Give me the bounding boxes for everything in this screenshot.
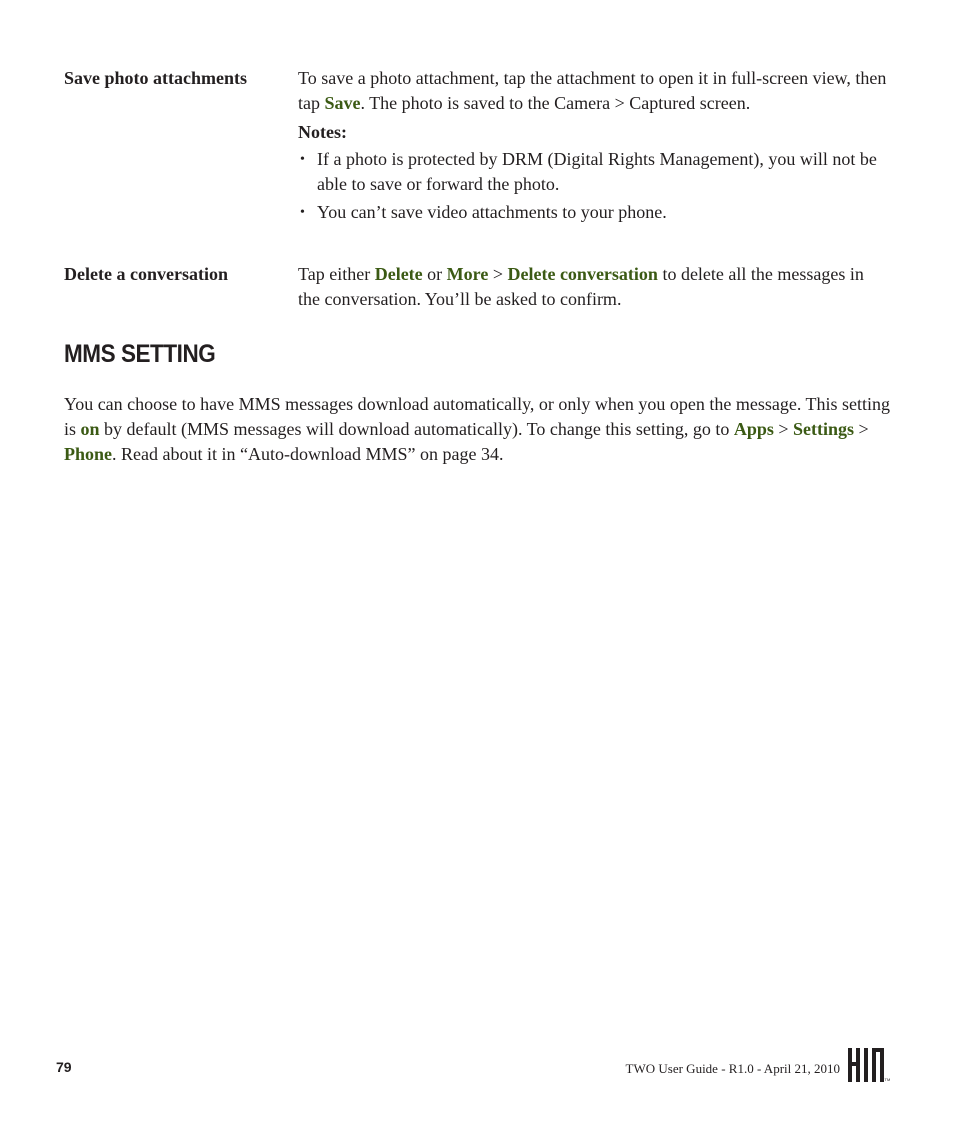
description-delete-conversation: Tap either Delete or More > Delete conversation to delete all the messages in the conversation. You’ll be asked to confirm.	[298, 264, 864, 309]
page-number: 79	[56, 1059, 72, 1075]
save-photo-text: To save a photo attachment, tap the attachment to open it in full-screen view, then tap Save. The photo is saved to the Camera > Captured screen.	[298, 68, 887, 113]
table-row-save-photo	[64, 66, 894, 256]
section-heading: MMS SETTING	[64, 340, 216, 368]
svg-text:TM: TM	[884, 1077, 890, 1082]
more-link: More	[446, 264, 489, 284]
list-item: • You can’t save video attachments to your phone.	[298, 200, 888, 225]
footer-guide-text: TWO User Guide - R1.0 - April 21, 2010	[625, 1061, 840, 1076]
delete-link: Delete	[374, 264, 423, 284]
term-delete-conversation: Delete a conversation	[64, 264, 228, 284]
delete-conversation-link: Delete conversation	[507, 264, 658, 284]
term-save-photo-attachments: Save photo attachments	[64, 68, 247, 88]
on-keyword: on	[80, 419, 100, 439]
settings-link: Settings	[793, 419, 855, 439]
phone-link: Phone	[64, 444, 113, 464]
save-link: Save	[324, 93, 361, 113]
notes-heading: Notes:	[298, 122, 347, 142]
bullet-icon: •	[300, 205, 305, 220]
table-row-delete-conversation	[64, 262, 894, 317]
kin-logo-icon	[846, 1048, 890, 1082]
notes-list	[298, 147, 888, 225]
section-paragraph: You can choose to have MMS messages download automatically, or only when you open the message. This setting is on by default (MMS messages will download automatically). To change this setting, go to Apps > Settings > Phone. Read about it in “Auto-download MMS” on page 34.	[64, 394, 891, 464]
description-save-photo	[298, 66, 888, 228]
apps-link: Apps	[733, 419, 774, 439]
list-item: • If a photo is protected by DRM (Digital Rights Management), you will not be able to save or forward the photo.	[300, 149, 877, 194]
bullet-icon: •	[300, 152, 305, 167]
